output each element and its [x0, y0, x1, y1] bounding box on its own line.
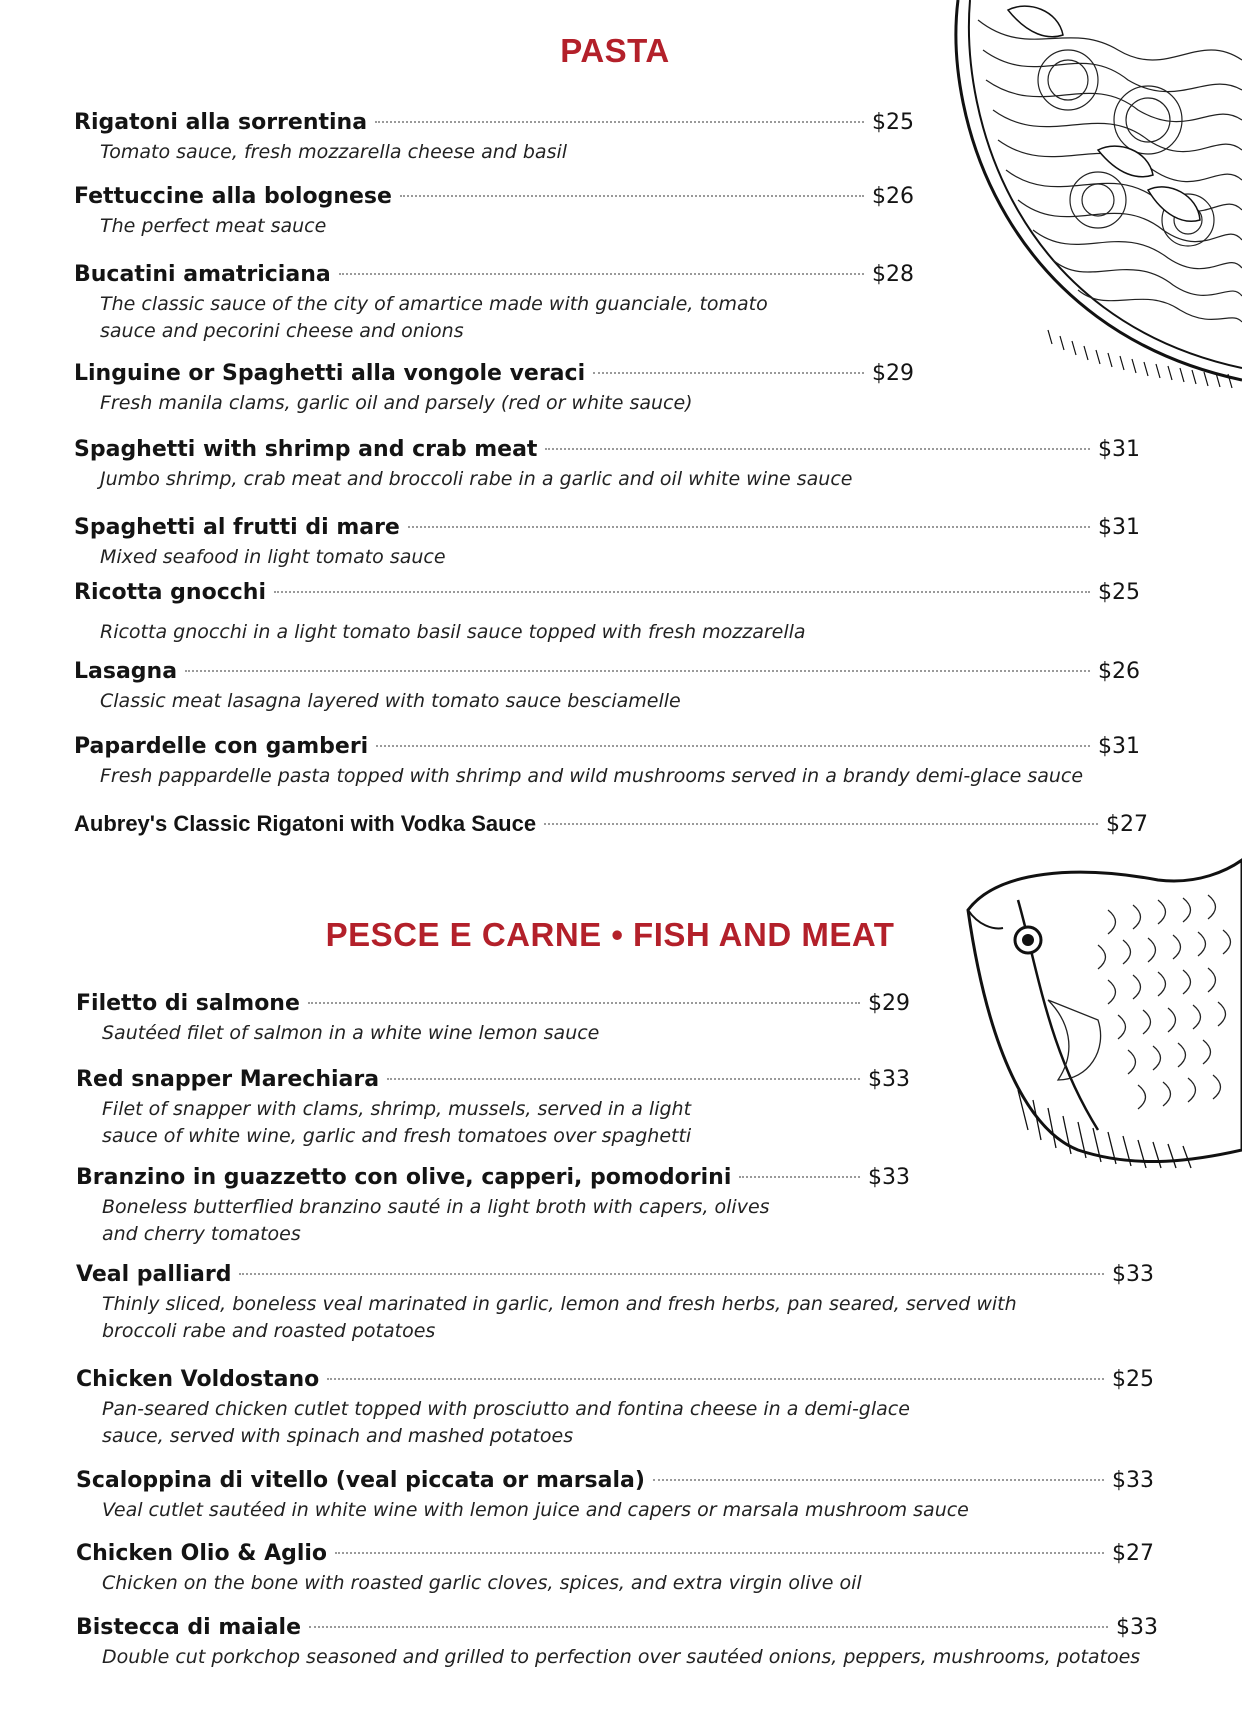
pasta-bowl-illustration [948, 0, 1242, 400]
dot-leader [327, 1378, 1104, 1380]
dot-leader [653, 1479, 1104, 1481]
dot-leader [739, 1176, 860, 1178]
item-description: Filet of snapper with clams, shrimp, mussels, served in a light sauce of white wine, garlic and fresh tomatoes over spaghetti [102, 1098, 692, 1147]
dot-leader [545, 448, 1090, 450]
item-description: Tomato sauce, fresh mozzarella cheese and basil [100, 141, 568, 163]
menu-item [74, 184, 914, 240]
dot-leader [387, 1078, 860, 1080]
item-price: $33 [868, 1165, 910, 1190]
item-price: $33 [1112, 1468, 1154, 1493]
dot-leader [593, 372, 864, 374]
item-name: Scaloppina di vitello (veal piccata or marsala) [76, 1468, 645, 1493]
item-name: Aubrey's Classic Rigatoni with Vodka Sauce [74, 811, 537, 836]
section-title-pasta: PASTA [560, 32, 670, 69]
item-name: Spaghetti al frutti di mare [74, 515, 400, 540]
item-description: Fresh manila clams, garlic oil and parsely (red or white sauce) [100, 392, 693, 414]
item-name: Spaghetti with shrimp and crab meat [74, 437, 538, 462]
menu-item [76, 1165, 910, 1248]
item-price: $28 [872, 262, 914, 287]
dot-leader [400, 195, 864, 197]
item-price: $33 [1112, 1262, 1154, 1287]
item-description: Sautéed filet of salmon in a white wine lemon sauce [102, 1022, 600, 1044]
dot-leader [376, 745, 1090, 747]
menu-item [76, 1468, 1154, 1524]
item-description: Thinly sliced, boneless veal marinated in garlic, lemon and fresh herbs, pan seared, served with broccoli rabe and roasted potatoes [102, 1293, 1017, 1342]
item-name: Chicken Olio & Aglio [76, 1541, 328, 1566]
menu-item [74, 437, 1140, 493]
item-description: The perfect meat sauce [100, 215, 327, 237]
dot-leader [335, 1552, 1104, 1554]
menu-item [74, 361, 914, 417]
dot-leader [274, 591, 1090, 593]
item-price: $31 [1098, 437, 1140, 462]
item-description: Classic meat lasagna layered with tomato sauce besciamelle [100, 690, 681, 712]
menu-item [74, 515, 1140, 571]
item-description: Mixed seafood in light tomato sauce [100, 546, 446, 568]
item-name: Red snapper Marechiara [76, 1067, 380, 1092]
dot-leader [375, 121, 864, 123]
item-price: $27 [1106, 812, 1148, 837]
item-description: The classic sauce of the city of amartice made with guanciale, tomato sauce and pecorini cheese and onions [100, 293, 768, 342]
item-price: $29 [872, 361, 914, 386]
menu-item [74, 110, 914, 166]
section-title-fish-and-meat: PESCE E CARNE • FISH AND MEAT [325, 916, 895, 953]
item-description: Double cut porkchop seasoned and grilled to perfection over sautéed onions, peppers, mushrooms, potatoes [102, 1646, 1141, 1668]
menu-item [76, 1367, 1154, 1450]
item-price: $25 [1112, 1367, 1154, 1392]
item-price: $27 [1112, 1541, 1154, 1566]
menu-item [76, 1067, 910, 1150]
item-price: $25 [872, 110, 914, 135]
menu-item [74, 734, 1140, 790]
item-price: $25 [1098, 580, 1140, 605]
fish-illustration [958, 850, 1242, 1195]
menu-item [76, 1262, 1154, 1345]
item-description: Boneless butterflied branzino sauté in a light broth with capers, olives and cherry tomatoes [102, 1196, 770, 1245]
item-name: Fettuccine alla bolognese [74, 184, 392, 209]
item-price: $29 [868, 991, 910, 1016]
menu-item [76, 1541, 1154, 1597]
item-price: $33 [868, 1067, 910, 1092]
dot-leader [185, 670, 1090, 672]
dot-leader [308, 1002, 860, 1004]
item-price: $26 [872, 184, 914, 209]
item-description: Veal cutlet sautéed in white wine with lemon juice and capers or marsala mushroom sauce [102, 1499, 969, 1521]
dot-leader [239, 1273, 1104, 1275]
dot-leader [544, 823, 1098, 825]
item-price: $31 [1098, 515, 1140, 540]
item-description: Ricotta gnocchi in a light tomato basil sauce topped with fresh mozzarella [100, 621, 806, 643]
item-name: Branzino in guazzetto con olive, capperi, pomodorini [76, 1165, 732, 1190]
menu-item [74, 262, 914, 345]
menu-item [74, 580, 1140, 646]
item-name: Bucatini amatriciana [74, 262, 331, 287]
item-description: Chicken on the bone with roasted garlic cloves, spices, and extra virgin olive oil [102, 1572, 862, 1594]
item-price: $26 [1098, 659, 1140, 684]
menu-item [76, 991, 910, 1047]
item-name: Lasagna [74, 659, 178, 684]
menu-item [74, 811, 1148, 837]
item-name: Ricotta gnocchi [74, 580, 266, 605]
item-name: Chicken Voldostano [76, 1367, 320, 1392]
item-name: Papardelle con gamberi [74, 734, 369, 759]
item-name: Veal palliard [76, 1262, 232, 1287]
item-price: $33 [1116, 1615, 1158, 1640]
item-name: Rigatoni alla sorrentina [74, 110, 368, 135]
dot-leader [339, 273, 864, 275]
dot-leader [408, 526, 1090, 528]
menu-item [76, 1615, 1158, 1671]
item-name: Linguine or Spaghetti alla vongole veraci [74, 361, 586, 386]
item-description: Pan-seared chicken cutlet topped with prosciutto and fontina cheese in a demi-glace sauce, served with spinach and mashed potatoes [102, 1398, 910, 1447]
item-price: $31 [1098, 734, 1140, 759]
item-name: Bistecca di maiale [76, 1615, 301, 1640]
menu-item [74, 659, 1140, 715]
dot-leader [309, 1626, 1108, 1628]
item-description: Jumbo shrimp, crab meat and broccoli rabe in a garlic and oil white wine sauce [100, 468, 853, 490]
item-description: Fresh pappardelle pasta topped with shrimp and wild mushrooms served in a brandy demi-glace sauce [100, 765, 1084, 787]
item-name: Filetto di salmone [76, 991, 300, 1016]
